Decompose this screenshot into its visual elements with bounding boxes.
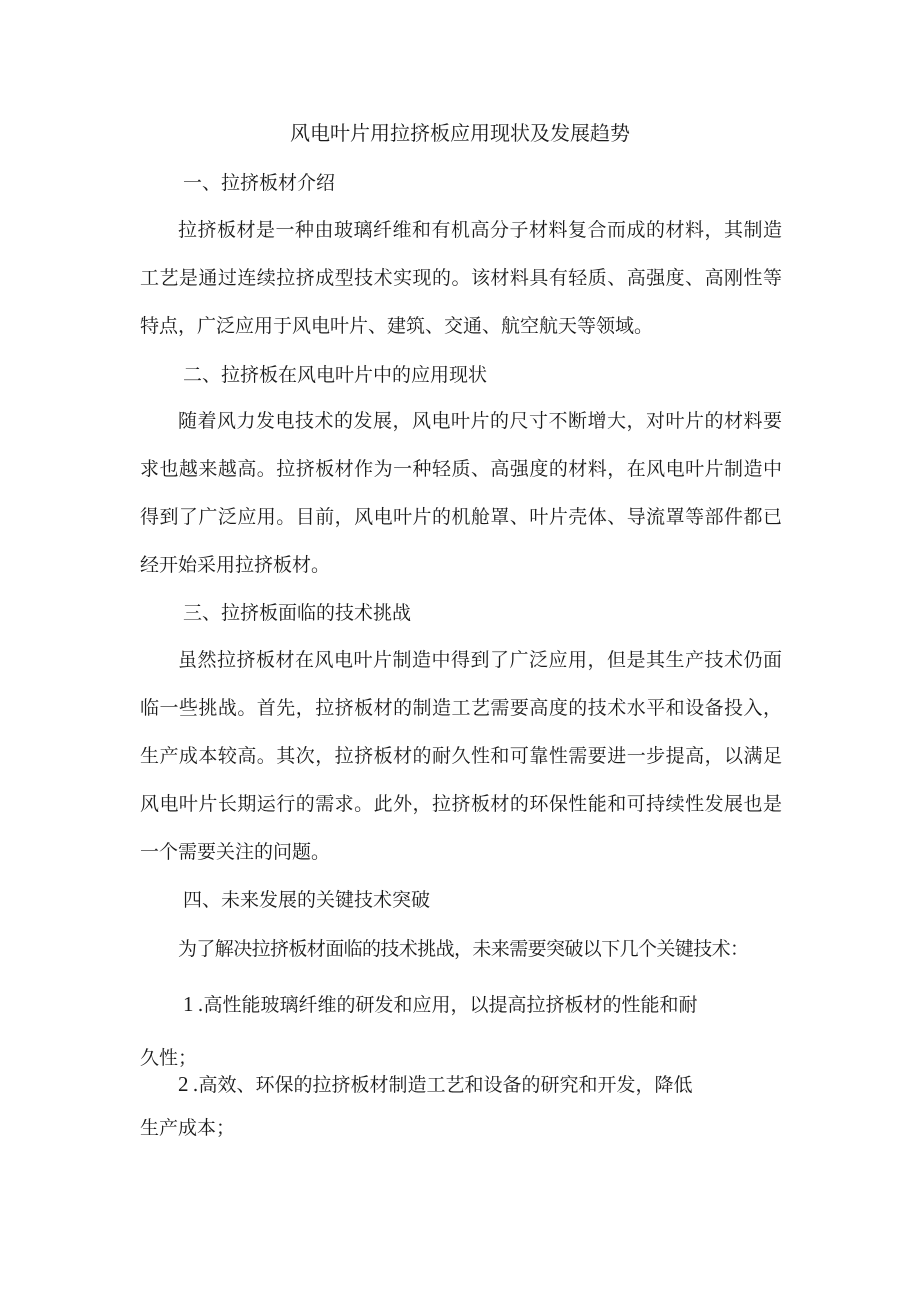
list-item-number: 1 [183, 992, 194, 1016]
section-heading-1: 一、拉挤板材介绍 [183, 172, 336, 194]
list-item-1 [183, 990, 783, 1017]
section-paragraph-2: 随着风力发电技术的发展，风电叶片的尺寸不断增大，对叶片的材料要求也越来越高。拉挤板材作为一种轻质、高强度的材料，在风电叶片制造中得到了广泛应用。目前，风电叶片的机舱罩、叶片壳体、导流罩等部件都已经开始采用拉挤板材。 [140, 410, 782, 576]
list-item-text: .高性能玻璃纤维的研发和应用，以提高拉挤板材的性能和耐 [197, 994, 698, 1016]
document-title: 风电叶片用拉挤板应用现状及发展趋势 [290, 121, 630, 145]
list-item-text: .高效、环保的拉挤板材制造工艺和设备的研究和开发，降低 [192, 1074, 693, 1096]
section-heading-2: 二、拉挤板在风电叶片中的应用现状 [183, 364, 488, 386]
list-item-2-continuation: 生产成本； [140, 1117, 236, 1139]
section-paragraph-3: 虽然拉挤板材在风电叶片制造中得到了广泛应用，但是其生产技术仍面临一些挑战。首先，拉挤板材的制造工艺需要高度的技术水平和设备投入，生产成本较高。其次，拉挤板材的耐久性和可靠性需要进一步提高，以满足风电叶片长期运行的需求。此外，拉挤板材的环保性能和可持续性发展也是一个需要关注的问题。 [140, 649, 782, 863]
list-item-2 [178, 1070, 778, 1097]
list-item-1-continuation: 久性； [140, 1047, 198, 1069]
section-paragraph-1: 拉挤板材是一种由玻璃纤维和有机高分子材料复合而成的材料，其制造工艺是通过连续拉挤成型技术实现的。该材料具有轻质、高强度、高刚性等特点，广泛应用于风电叶片、建筑、交通、航空航天等领域。 [140, 219, 782, 337]
section-paragraph-4: 为了解决拉挤板材面临的技术挑战，未来需要突破以下几个关键技术： [178, 938, 749, 960]
section-heading-4: 四、未来发展的关键技术突破 [183, 889, 431, 911]
section-heading-3: 三、拉挤板面临的技术挑战 [183, 602, 412, 624]
list-item-number: 2 [178, 1072, 189, 1096]
